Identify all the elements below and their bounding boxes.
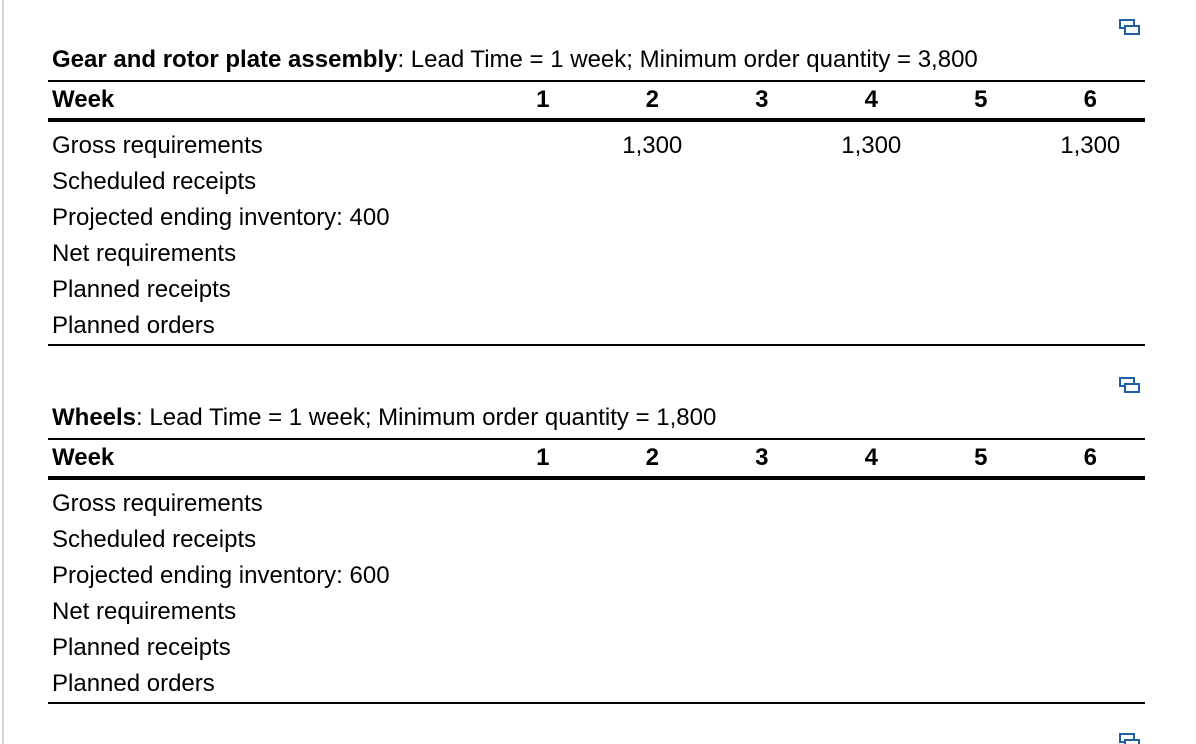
table-cell [1036, 558, 1146, 594]
row-label: Gross requirements [52, 132, 263, 159]
table-row [48, 120, 1145, 164]
table-cell [707, 630, 817, 666]
table-row [48, 594, 1145, 630]
week-number: 6 [1036, 81, 1146, 120]
table-cell [488, 308, 598, 345]
table-cell [488, 478, 598, 522]
table-cell [926, 236, 1036, 272]
section-title-details: : Lead Time = 1 week; Minimum order quantity = 1,800 [136, 404, 717, 431]
table-cell [926, 522, 1036, 558]
table-cell [817, 236, 927, 272]
popout-window-icon[interactable] [1117, 732, 1141, 744]
table-cell: 1,300 [1060, 132, 1121, 159]
table-cell [488, 200, 598, 236]
table-cell [707, 164, 817, 200]
table-row [48, 558, 1145, 594]
table-cell [598, 666, 708, 703]
table-cell [707, 120, 817, 164]
table-cell [817, 164, 927, 200]
table-cell [598, 164, 708, 200]
table-cell [817, 308, 927, 345]
table-cell [926, 120, 1036, 164]
table-cell [488, 630, 598, 666]
table-row [48, 164, 1145, 200]
mrp-table [48, 80, 1145, 346]
row-label: Planned receipts [52, 634, 231, 661]
week-header-label: Week [48, 81, 488, 120]
week-number: 1 [488, 439, 598, 478]
section-title-details: : Lead Time = 1 week; Minimum order quantity = 3,800 [397, 46, 978, 73]
section-title [52, 404, 716, 432]
table-cell [598, 478, 708, 522]
week-number: 5 [926, 439, 1036, 478]
table-cell [488, 594, 598, 630]
table-cell [817, 478, 927, 522]
table-cell [488, 558, 598, 594]
row-label: Planned orders [48, 308, 488, 345]
table-row [48, 272, 1145, 308]
table-header-row [48, 81, 1145, 120]
table-cell [598, 594, 708, 630]
table-header-row [48, 439, 1145, 478]
table-cell [1036, 522, 1146, 558]
table-cell [1036, 164, 1146, 200]
row-label: Net requirements [52, 240, 237, 267]
table-cell [1036, 478, 1146, 522]
table-cell [817, 522, 927, 558]
table-cell [488, 666, 598, 703]
table-cell [1036, 272, 1146, 308]
table-cell [488, 120, 598, 164]
table-cell [488, 272, 598, 308]
table-cell [817, 558, 927, 594]
week-number: 1 [488, 81, 598, 120]
week-number: 3 [707, 81, 817, 120]
table-cell [488, 164, 598, 200]
table-row [48, 630, 1145, 666]
table-cell [926, 164, 1036, 200]
week-number: 4 [817, 81, 927, 120]
table-cell [598, 272, 708, 308]
table-cell [707, 272, 817, 308]
table-cell [926, 594, 1036, 630]
popout-window-icon[interactable] [1117, 18, 1141, 38]
table-cell [598, 236, 708, 272]
table-row [48, 478, 1145, 522]
week-number: 5 [926, 81, 1036, 120]
table-row [48, 666, 1145, 703]
table-cell [707, 558, 817, 594]
table-cell [1036, 630, 1146, 666]
table-cell [707, 308, 817, 345]
section-title-item: Gear and rotor plate assembly [52, 46, 398, 73]
table-row [48, 200, 1145, 236]
table-cell [598, 630, 708, 666]
table-cell [926, 666, 1036, 703]
table-cell [1036, 200, 1146, 236]
table-cell [817, 594, 927, 630]
table-cell [926, 272, 1036, 308]
table-cell [817, 200, 927, 236]
table-cell [707, 666, 817, 703]
table-cell [926, 200, 1036, 236]
table-cell [1036, 308, 1146, 345]
table-cell [488, 522, 598, 558]
table-cell [817, 630, 927, 666]
table-cell [926, 308, 1036, 345]
table-cell [707, 200, 817, 236]
row-label: Planned receipts [52, 276, 231, 303]
table-cell [817, 272, 927, 308]
table-cell [598, 200, 708, 236]
table-cell [598, 308, 708, 345]
table-cell [926, 630, 1036, 666]
table-row [48, 308, 1145, 345]
table-row [48, 522, 1145, 558]
week-number: 4 [817, 439, 927, 478]
table-cell: 1,300 [841, 132, 902, 159]
week-number: 6 [1036, 439, 1146, 478]
week-number: 2 [598, 439, 708, 478]
table-cell [1036, 236, 1146, 272]
table-cell [707, 478, 817, 522]
table-cell [598, 522, 708, 558]
section-title-item: Wheels [52, 404, 137, 431]
frame-border [2, 0, 4, 744]
week-number: 3 [707, 439, 817, 478]
row-label: Gross requirements [52, 490, 263, 517]
row-label: Scheduled receipts [52, 526, 257, 553]
table-cell [926, 558, 1036, 594]
table-cell [707, 236, 817, 272]
row-label: Projected ending inventory: 400 [52, 204, 390, 231]
table-row [48, 236, 1145, 272]
week-header-label: Week [48, 439, 488, 478]
section-title [52, 46, 978, 74]
row-label: Projected ending inventory: 600 [52, 562, 390, 589]
table-cell [817, 666, 927, 703]
table-cell: 1,300 [622, 132, 683, 159]
table-cell [707, 522, 817, 558]
table-cell [1036, 594, 1146, 630]
row-label: Scheduled receipts [52, 168, 257, 195]
popout-window-icon[interactable] [1117, 376, 1141, 396]
row-label: Net requirements [52, 598, 237, 625]
table-cell [926, 478, 1036, 522]
table-cell [707, 594, 817, 630]
mrp-table [48, 438, 1145, 704]
table-cell [488, 236, 598, 272]
row-label: Planned orders [48, 666, 488, 703]
week-number: 2 [598, 81, 708, 120]
table-cell [1036, 666, 1146, 703]
table-cell [598, 558, 708, 594]
